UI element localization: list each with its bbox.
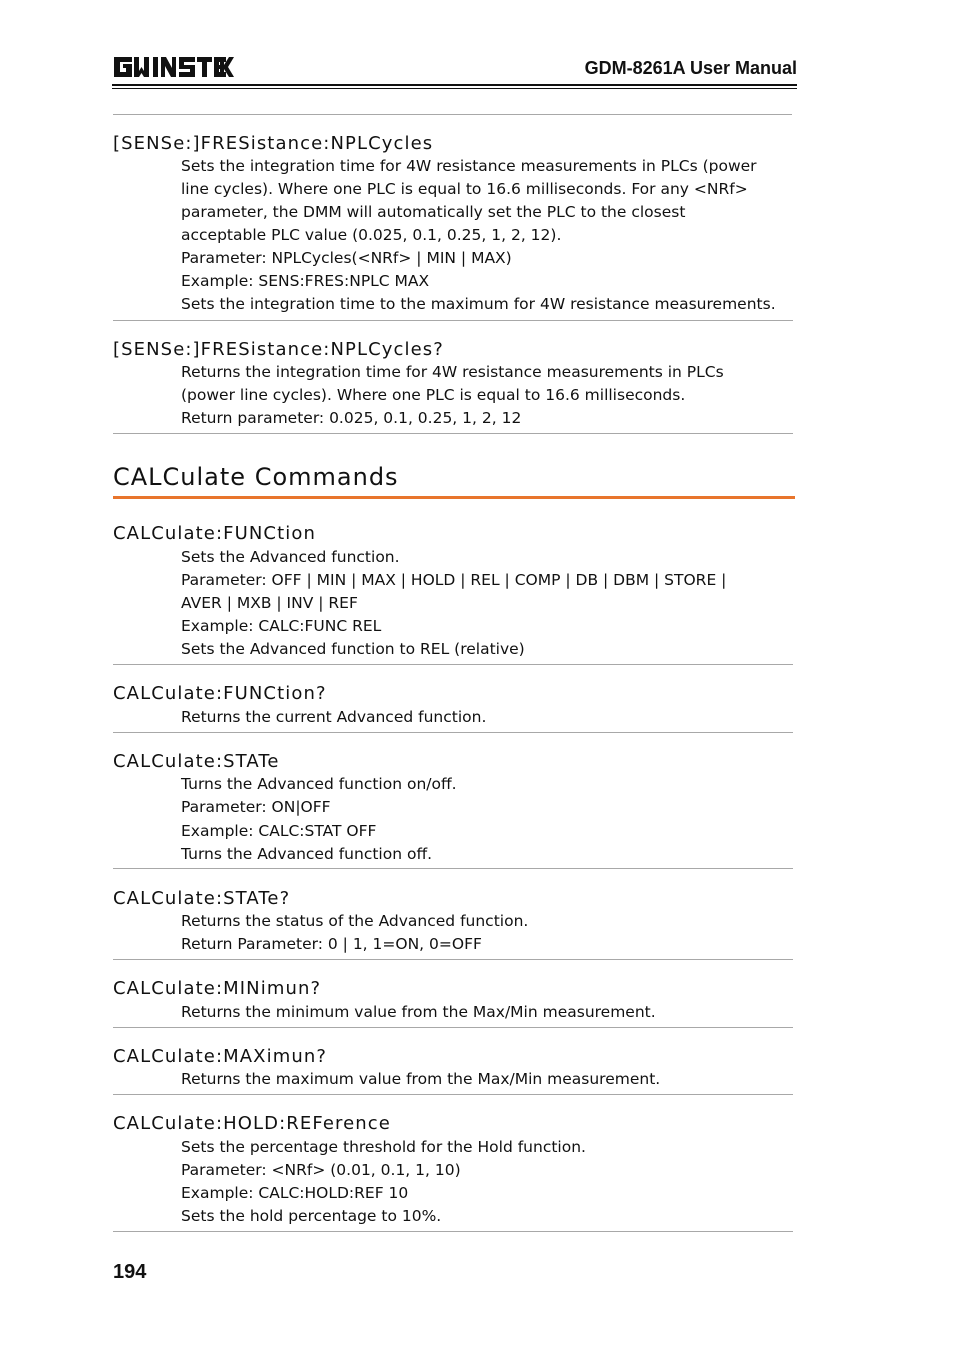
example-line: Example: CALC:HOLD:REF 10 [181, 1184, 409, 1202]
entry-divider [113, 433, 793, 434]
entry-divider [113, 1094, 793, 1095]
command-name: CALCulate:MINimun? [113, 978, 322, 999]
description-line: Sets the percentage threshold for the Hold function. [181, 1138, 586, 1156]
example-line: Example: CALC:FUNC REL [181, 617, 382, 635]
entry-divider [113, 1231, 793, 1232]
example-description: Sets the hold percentage to 10%. [181, 1207, 442, 1225]
entry-divider [113, 959, 793, 960]
example-description: Turns the Advanced function off. [181, 845, 433, 863]
description-line: Returns the current Advanced function. [181, 708, 487, 726]
description-line: Returns the maximum value from the Max/Min measurement. [181, 1070, 661, 1088]
description-line: acceptable PLC value (0.025, 0.1, 0.25, 1, 2, 12). [181, 226, 562, 244]
command-name: CALCulate:STATe [113, 751, 280, 772]
command-name: CALCulate:FUNCtion [113, 523, 316, 544]
page-header [112, 52, 797, 92]
section-title: CALCulate Commands [113, 463, 399, 491]
description-line: Turns the Advanced function on/off. [181, 775, 457, 793]
entry-divider [113, 732, 793, 733]
return-parameter-line: Return parameter: 0.025, 0.1, 0.25, 1, 2, 12 [181, 409, 522, 427]
entry-divider [113, 664, 793, 665]
description-line: parameter, the DMM will automatically set the PLC to the closest [181, 203, 686, 221]
example-description: Sets the integration time to the maximum for 4W resistance measurements. [181, 295, 776, 313]
section-underline [113, 496, 795, 499]
description-line: line cycles). Where one PLC is equal to 16.6 milliseconds. For any <NRf> [181, 180, 748, 198]
description-line: Returns the minimum value from the Max/Min measurement. [181, 1003, 656, 1021]
description-line: Returns the status of the Advanced function. [181, 912, 529, 930]
manual-title: GDM-8261A User Manual [584, 58, 797, 78]
header-divider-thin [112, 88, 797, 89]
command-name: [SENSe:]FRESistance:NPLCycles [113, 133, 434, 154]
entry-divider [113, 1027, 793, 1028]
parameter-line: Parameter: <NRf> (0.01, 0.1, 1, 10) [181, 1161, 461, 1179]
command-name: CALCulate:FUNCtion? [113, 683, 327, 704]
example-line: Example: SENS:FRES:NPLC MAX [181, 272, 430, 290]
description-line: (power line cycles). Where one PLC is equal to 16.6 milliseconds. [181, 386, 686, 404]
command-name: [SENSe:]FRESistance:NPLCycles? [113, 339, 444, 360]
return-parameter-line: Return Parameter: 0 | 1, 1=ON, 0=OFF [181, 935, 482, 953]
header-divider [112, 84, 797, 86]
command-name: CALCulate:STATe? [113, 888, 291, 909]
entry-divider [113, 320, 793, 321]
command-name: CALCulate:MAXimun? [113, 1046, 327, 1067]
entry-divider [113, 868, 793, 869]
gw-instek-logo [112, 55, 234, 79]
command-name: CALCulate:HOLD:REFerence [113, 1113, 391, 1134]
description-line: Sets the Advanced function. [181, 548, 400, 566]
example-line: Example: CALC:STAT OFF [181, 822, 377, 840]
description-line: Sets the integration time for 4W resistance measurements in PLCs (power [181, 157, 757, 175]
page-number: 194 [113, 1261, 147, 1283]
description-line: Returns the integration time for 4W resistance measurements in PLCs [181, 363, 724, 381]
parameter-line: Parameter: OFF | MIN | MAX | HOLD | REL | COMP | DB | DBM | STORE | [181, 571, 727, 589]
parameter-line: Parameter: ON|OFF [181, 798, 331, 816]
example-description: Sets the Advanced function to REL (relative) [181, 640, 525, 658]
parameter-line: Parameter: NPLCycles(<NRf> | MIN | MAX) [181, 249, 512, 267]
parameter-line: AVER | MXB | INV | REF [181, 594, 358, 612]
entry-divider [113, 114, 792, 115]
